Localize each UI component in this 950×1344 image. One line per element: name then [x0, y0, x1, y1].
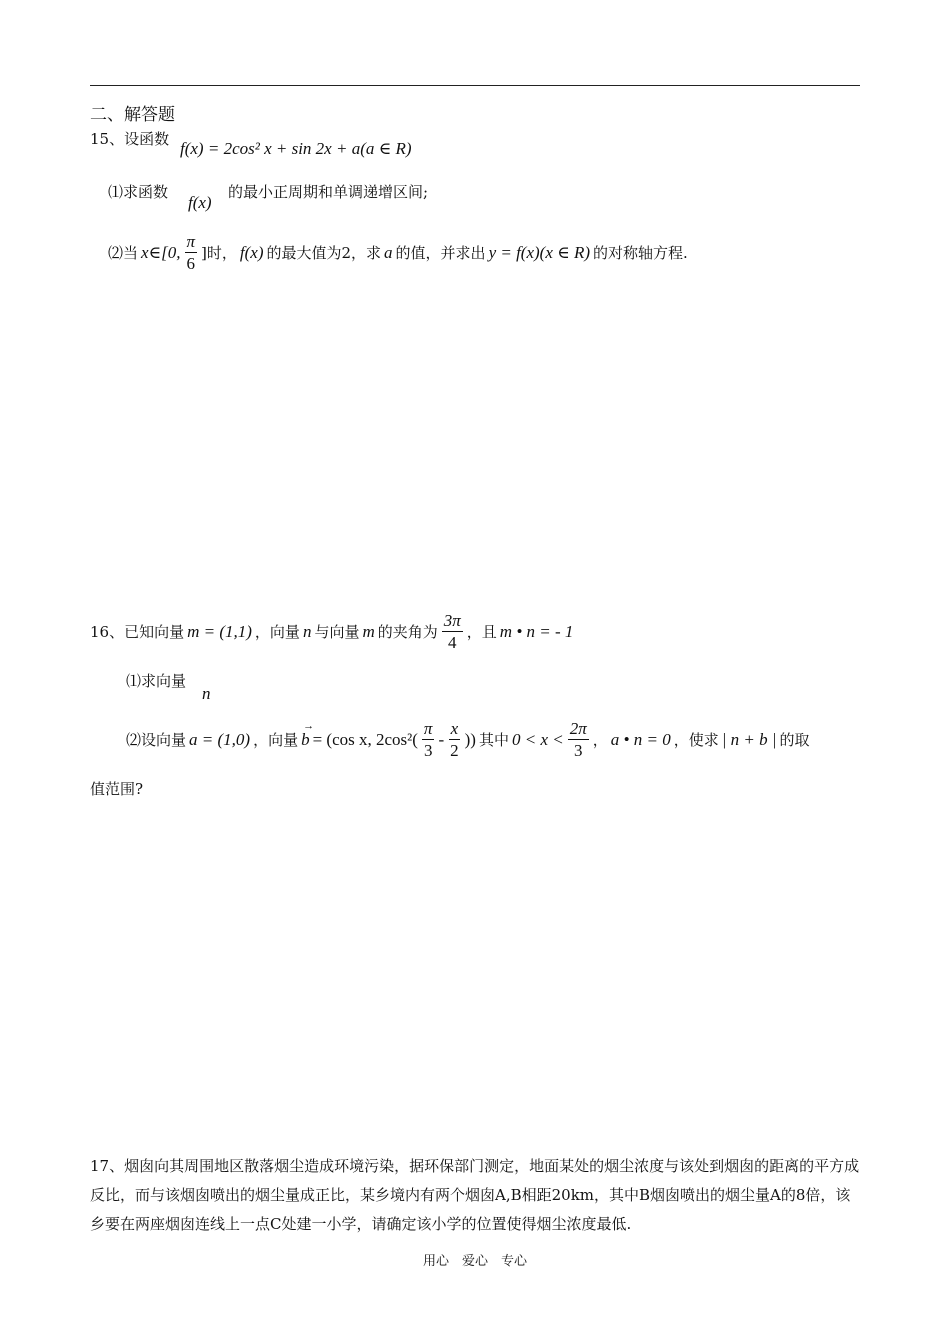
q15-part2-interval-lead: x∈[0, [141, 242, 181, 262]
q16-part2-mid2: 其中 [478, 731, 509, 749]
q16-mid3: 的夹角为 [377, 623, 438, 641]
q16-m: m [362, 621, 375, 641]
q15-frac-num: π [186, 232, 196, 251]
q16-a-def: a = (1,0) [189, 729, 251, 749]
q16-range-num: 2π [569, 719, 587, 738]
q15-part1-fx: f(x) [188, 193, 212, 212]
q16-number: 16、已知向量 [90, 623, 185, 641]
q16-mid1: ，向量 [254, 623, 300, 641]
q16-part2-mid1: ，向量 [253, 731, 299, 749]
q15-part2-suffix: 的对称轴方程. [593, 244, 688, 262]
q15-part2-line [108, 233, 688, 272]
q16-b-def-tail: )) [464, 729, 476, 749]
q15-frac-den: 6 [186, 254, 196, 273]
q16-angle-fraction [442, 612, 463, 651]
q16-range-den: 3 [573, 741, 583, 760]
q16-angle-den: 4 [448, 633, 457, 652]
section-title: 二、解答题 [90, 105, 175, 125]
q16-an-dot: a • n = 0 [610, 729, 671, 749]
q16-part1-prefix: ⑴求向量 [126, 672, 187, 690]
q16-angle-num: 3π [443, 611, 461, 630]
page-footer: 用心 爱心 专心 [422, 1254, 527, 1269]
q16-n: n [302, 621, 312, 641]
q15-part2-mid: 的最大值为2，求 [266, 244, 382, 262]
q16-b-frac1-den: 3 [423, 741, 433, 760]
q16-part2-prefix: ⑵设向量 [126, 731, 187, 749]
vector-arrow-icon: → [303, 719, 315, 732]
q16-abs-expr: | n + b | [721, 729, 777, 749]
q15-number: 15、设函数 [90, 130, 170, 148]
q16-b-vector [301, 719, 315, 750]
q17-text: 17、烟囱向其周围地区散落烟尘造成环境污染，据环保部门测定，地面某处的烟尘浓度与该处到烟囱的距离的平方成反比，而与该烟囱喷出的烟尘量成正比，某乡境内有两个烟囱A,B相距20km，其中B烟囱喷出的烟尘量A的8倍，该乡要在两座烟囱连线上一点C处建一小学，请确定该小学的位置使得烟尘浓度最低. [90, 1157, 860, 1233]
q16-mid4: ，且 [466, 623, 497, 641]
q15-part2-mid2: 的值，并求出 [395, 244, 486, 262]
q16-b-frac2-num: x [450, 719, 459, 738]
q15-part2-formula: y = f(x)(x ∈ R) [488, 242, 591, 262]
q15-part1-prefix: ⑴求函数 [108, 183, 169, 201]
q15-part1-suffix: 的最小正周期和单调递增区间; [228, 183, 429, 201]
q15-part2-a: a [384, 242, 393, 262]
q16-b-def-head: = (cos x, 2cos²( [312, 729, 418, 749]
q15-part2-prefix: ⑵当 [108, 244, 139, 262]
q16-part2-line [126, 720, 810, 759]
q16-mid2: 与向量 [314, 623, 360, 641]
q16-dot: m • n = - 1 [499, 621, 574, 641]
q15-part2-fraction [185, 233, 198, 272]
q16-part2-line2: 值范围? [90, 780, 144, 798]
q16-part1-n: n [202, 684, 211, 703]
q16-m-def: m = (1,1) [187, 621, 252, 641]
q16-b-frac2 [448, 720, 461, 759]
q16-b-letter: b [301, 729, 310, 749]
q15-part2-fx: f(x) [239, 242, 264, 262]
q16-part2-mid4: ，使求 [673, 731, 719, 749]
header-rule [90, 85, 860, 86]
q16-b-minus: - [438, 729, 445, 749]
q16-part2-tail: 的取 [779, 731, 810, 749]
q16-line1 [90, 612, 573, 651]
q16-range-head: 0 < x < [511, 729, 564, 749]
q16-b-frac1-num: π [423, 719, 433, 738]
q16-range-fraction [568, 720, 589, 759]
q16-b-frac2-den: 2 [450, 741, 459, 760]
q15-formula: f(x) = 2cos² x + sin 2x + a(a ∈ R) [180, 139, 412, 158]
q16-part2-mid3: ， [592, 731, 608, 749]
q15-part2-interval-tail: ]时， [201, 244, 237, 262]
q16-b-frac1 [422, 720, 435, 759]
